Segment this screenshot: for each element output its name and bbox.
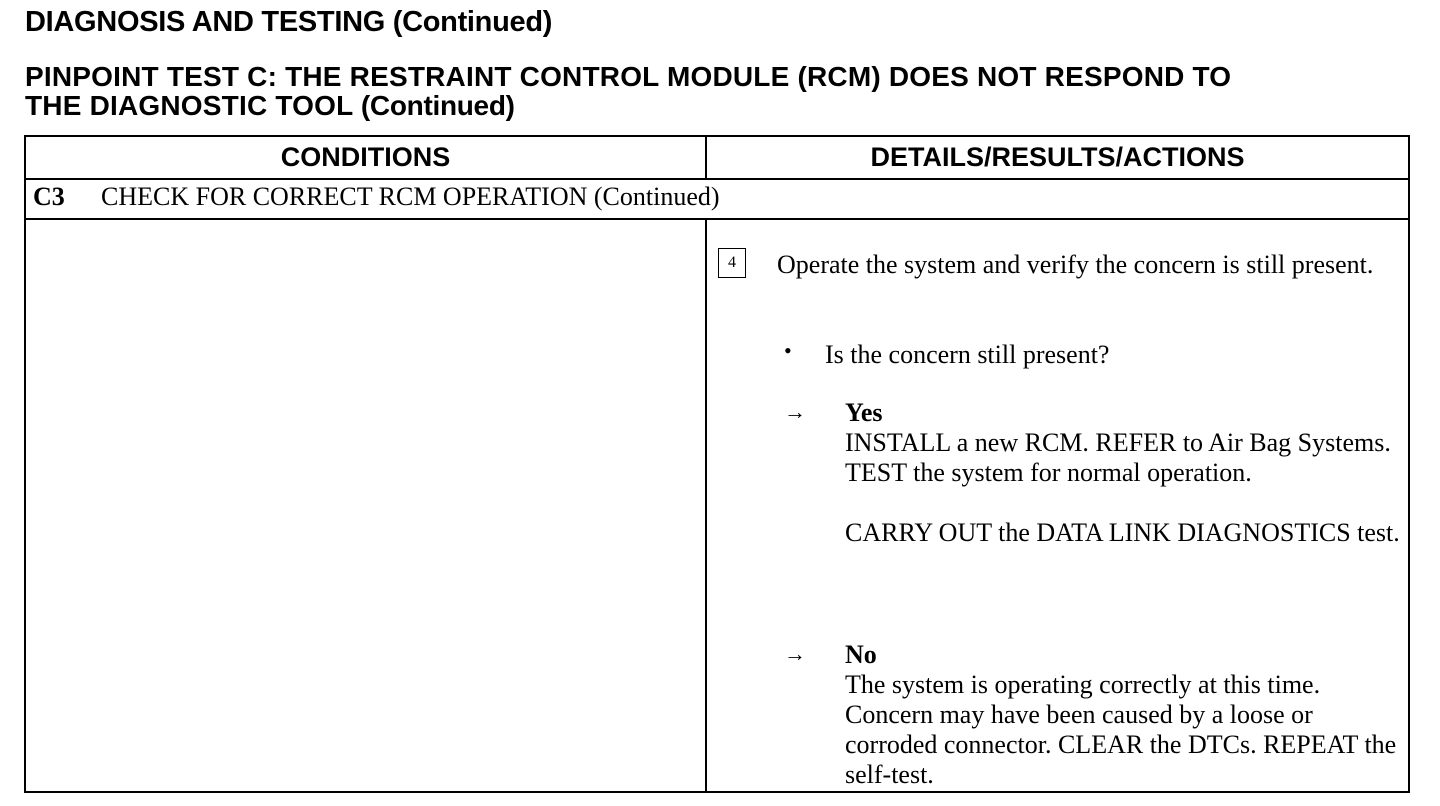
step-code: C3 — [33, 182, 65, 211]
step-row-divider — [26, 218, 1408, 220]
answer-no-body — [845, 670, 1405, 790]
test-title-continued: (Continued) — [360, 90, 515, 121]
answer-yes-label: Yes — [845, 398, 883, 427]
answer-yes-paragraph-2: CARRY OUT the DATA LINK DIAGNOSTICS test. — [845, 518, 1400, 547]
pinpoint-test-table — [24, 135, 1410, 793]
page-heading: DIAGNOSIS AND TESTING (Continued) — [25, 6, 553, 38]
test-title-line-2 — [25, 91, 1231, 120]
step-title: CHECK FOR CORRECT RCM OPERATION (Continued) — [101, 182, 720, 211]
test-title-line-2-main: THE DIAGNOSTIC TOOL — [25, 90, 353, 121]
column-header-details: DETAILS/RESULTS/ACTIONS — [870, 142, 1245, 172]
test-title-line-1: PINPOINT TEST C: THE RESTRAINT CONTROL MODULE (RCM) DOES NOT RESPOND TO — [25, 61, 1232, 92]
question-bullet: • — [784, 338, 792, 363]
answer-yes-body — [845, 428, 1405, 548]
substep-instruction: Operate the system and verify the concern is still present. — [777, 250, 1374, 279]
answer-no-label: No — [845, 640, 877, 669]
substep-number-box: 4 — [718, 248, 746, 278]
header-divider — [26, 178, 1408, 180]
answer-yes-paragraph-1: INSTALL a new RCM. REFER to Air Bag Systems. TEST the system for normal operation. — [845, 428, 1391, 487]
yes-arrow-icon: → — [784, 399, 806, 424]
no-arrow-icon: → — [784, 641, 806, 666]
answer-no-paragraph-1: The system is operating correctly at this time. Concern may have been caused by a loose or corroded connector. CLEAR the DTCs. REPEAT the self-test. — [845, 670, 1397, 789]
question-text: Is the concern still present? — [825, 340, 1110, 369]
body-column-divider — [705, 218, 707, 791]
step-row — [33, 182, 720, 212]
pinpoint-test-title — [25, 62, 1231, 120]
column-header-conditions: CONDITIONS — [280, 142, 451, 172]
